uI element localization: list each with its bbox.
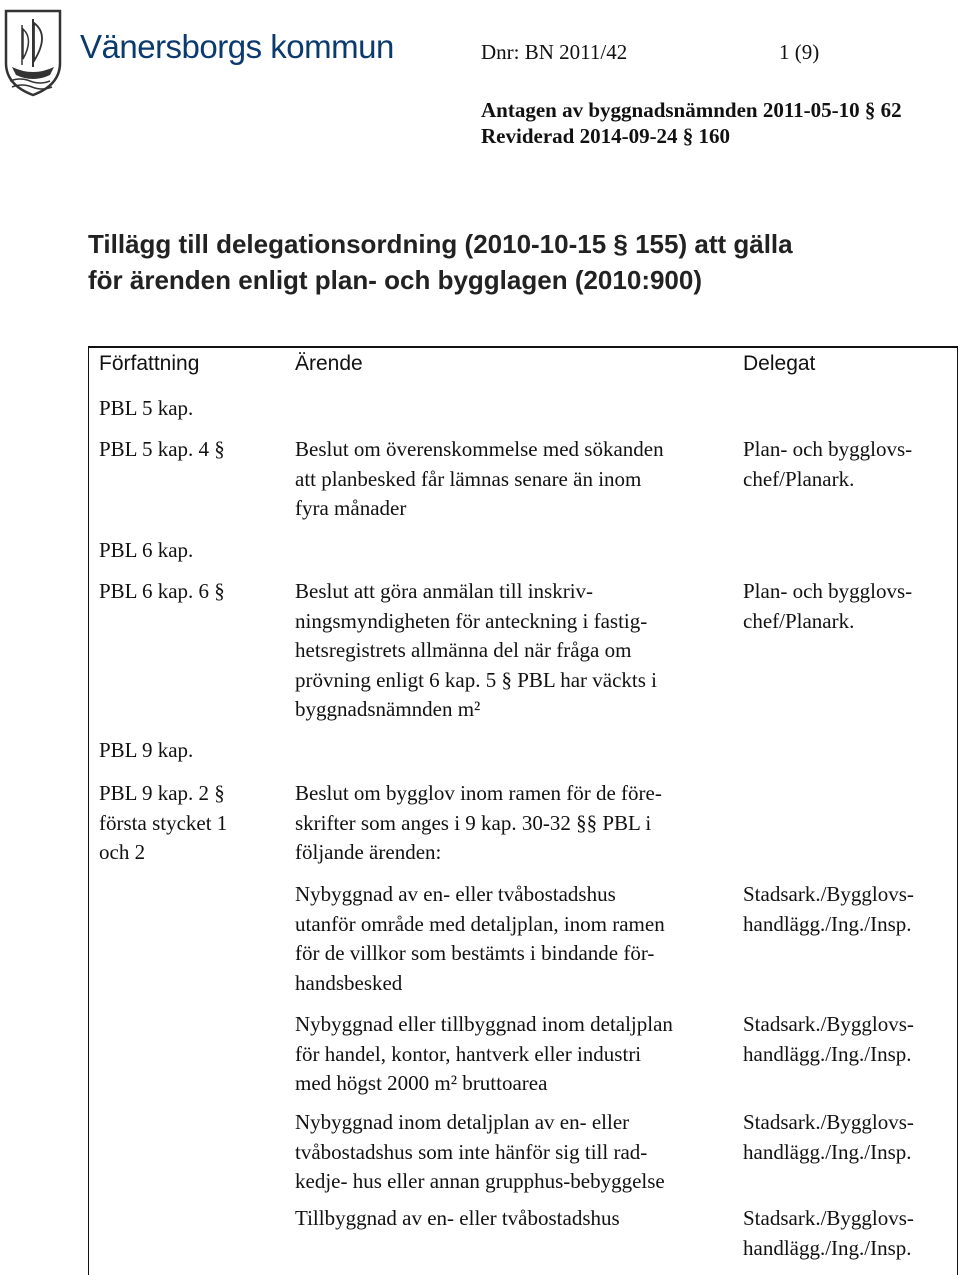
- table-cell-forfattning: PBL 9 kap. 2 § första stycket 1 och 2: [99, 781, 228, 864]
- table-cell-forfattning: PBL 9 kap.: [99, 738, 194, 762]
- page-count: 1 (9): [779, 40, 820, 64]
- column-header-delegat: Delegat: [743, 352, 816, 375]
- column-header-forfattning: Författning: [99, 352, 200, 375]
- ship-crest-icon: [0, 5, 66, 97]
- table-cell-arende: Beslut att göra anmälan till inskriv- ningsmyndigheten för anteckning i fastig- hetsregistrets allmänna del när fråga om prövning enligt 6 kap. 5 § PBL har väckts i byggnadsnämnden m²: [295, 579, 658, 721]
- table-cell-delegat: Stadsark./Bygglovs- handlägg./Ing./Insp.: [743, 1012, 914, 1066]
- column-header-arende: Ärende: [295, 352, 363, 375]
- organization-name: Vänersborgs kommun: [80, 28, 394, 65]
- table-cell-delegat: Plan- och bygglovs- chef/Planark.: [743, 579, 913, 633]
- title-line-2: för ärenden enligt plan- och bygglagen (2010:900): [88, 265, 703, 295]
- table-cell-forfattning: PBL 5 kap. 4 §: [99, 437, 225, 461]
- table-cell-delegat: Stadsark./Bygglovs- handlägg./Ing./Insp.: [743, 882, 914, 936]
- table-cell-arende: Beslut om överenskommelse med sökanden att planbesked får lämnas senare än inom fyra månader: [295, 437, 664, 520]
- document-title: [88, 226, 793, 298]
- table-cell-delegat: Stadsark./Bygglovs- handlägg./Ing./Insp.: [743, 1206, 914, 1260]
- table-cell-arende: Tillbyggnad av en- eller tvåbostadshus: [295, 1206, 620, 1230]
- table-cell-delegat: Stadsark./Bygglovs- handlägg./Ing./Insp.: [743, 1110, 914, 1164]
- title-line-1: Tillägg till delegationsordning (2010-10-15 § 155) att gälla: [88, 229, 793, 259]
- revised-line: Reviderad 2014-09-24 § 160: [481, 124, 731, 148]
- table-cell-arende: Beslut om bygglov inom ramen för de före- skrifter som anges i 9 kap. 30-32 §§ PBL i följande ärenden:: [295, 781, 662, 864]
- table-cell-arende: Nybyggnad eller tillbyggnad inom detaljplan för handel, kontor, hantverk eller industri med högst 2000 m² bruttoarea: [295, 1012, 673, 1095]
- table-cell-delegat: Plan- och bygglovs- chef/Planark.: [743, 437, 913, 491]
- table-cell-forfattning: PBL 5 kap.: [99, 396, 194, 420]
- table-cell-forfattning: PBL 6 kap.: [99, 538, 194, 562]
- document-number: Dnr: BN 2011/42: [481, 40, 628, 64]
- table-cell-arende: Nybyggnad inom detaljplan av en- eller tvåbostadshus som inte hänför sig till rad- kedje- hus eller annan grupphus-bebyggelse: [295, 1110, 665, 1193]
- table-left-border: [88, 346, 89, 1275]
- table-cell-arende: Nybyggnad av en- eller tvåbostadshus utanför område med detaljplan, inom ramen för de villkor som bestämts i bindande för- handsbesked: [295, 882, 665, 995]
- table-right-border: [957, 346, 958, 1275]
- table-top-border: [88, 346, 958, 348]
- table-cell-forfattning: PBL 6 kap. 6 §: [99, 579, 225, 603]
- adopted-line: Antagen av byggnadsnämnden 2011-05-10 § 62: [481, 98, 902, 122]
